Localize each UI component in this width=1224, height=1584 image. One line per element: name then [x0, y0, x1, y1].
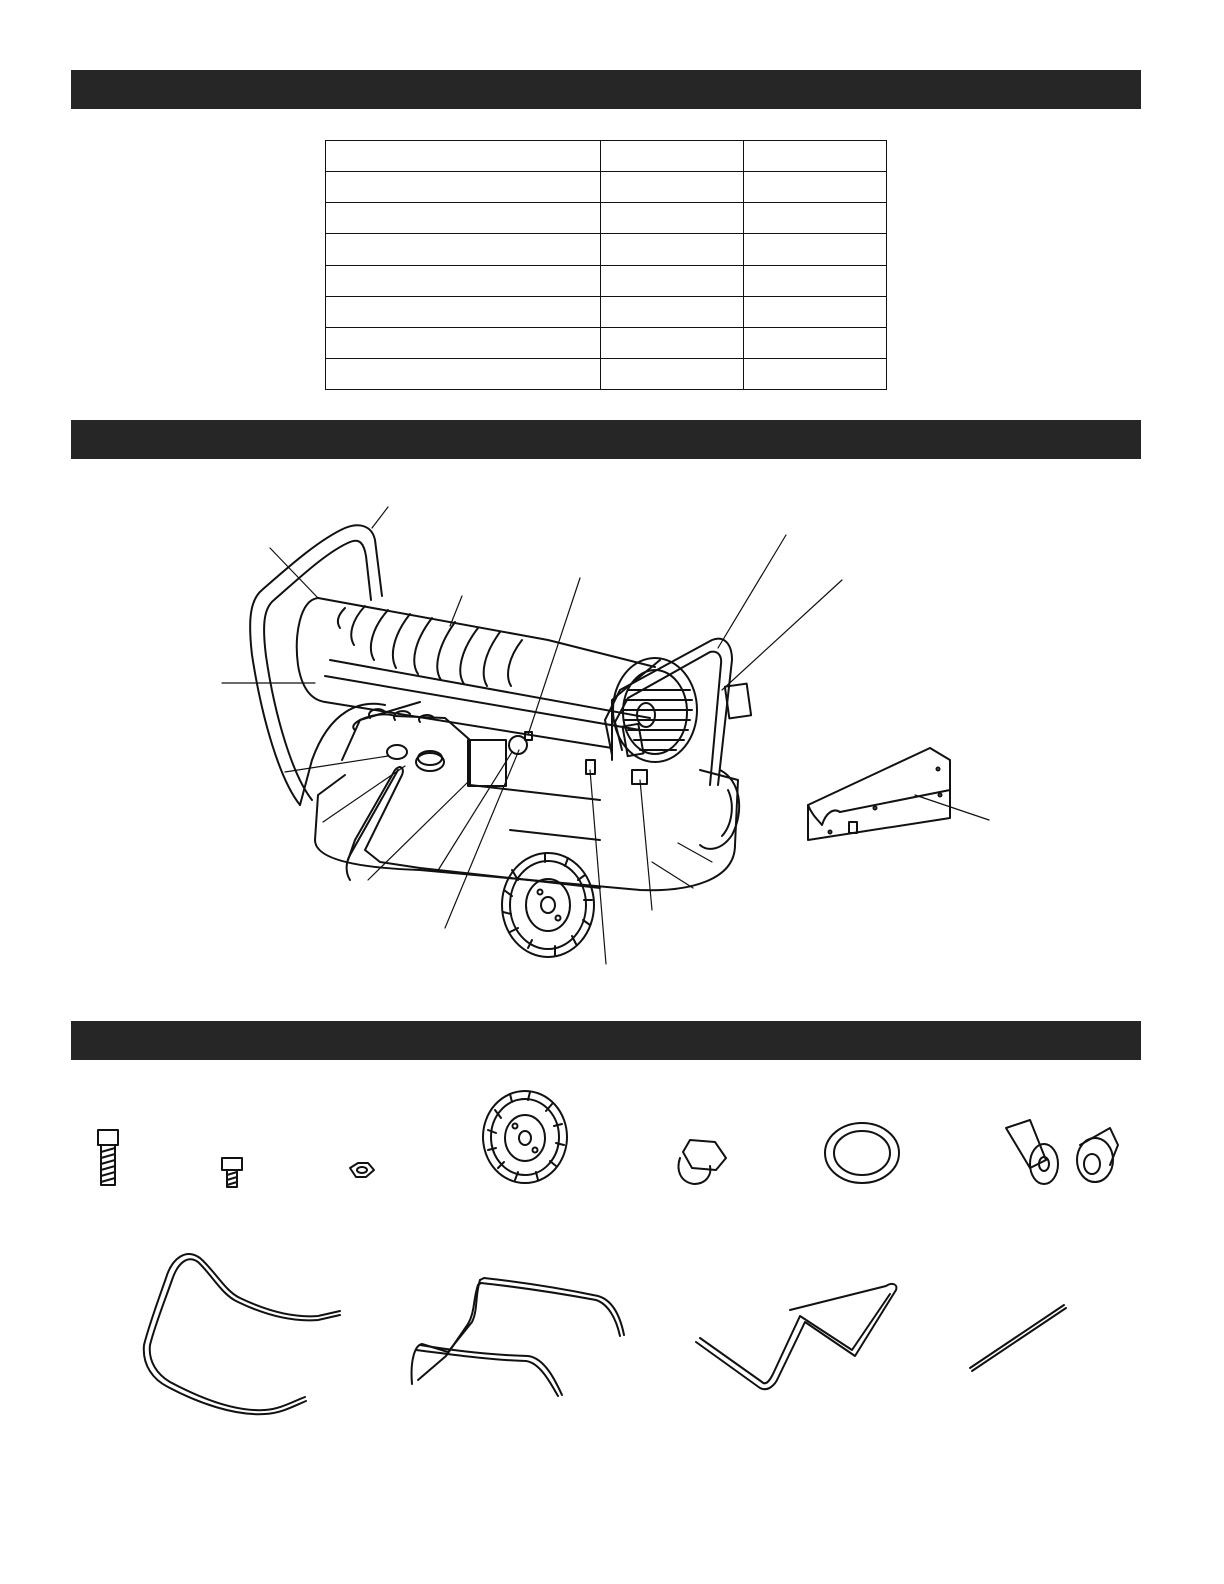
- front-frame-icon: [412, 1278, 624, 1396]
- axle-icon: [970, 1305, 1066, 1371]
- bushing-icon: [825, 1123, 899, 1183]
- nut-icon: [350, 1163, 374, 1177]
- wheel-icon: [483, 1091, 567, 1183]
- nozzle-icon: [1006, 1120, 1118, 1184]
- screw-icon: [222, 1158, 242, 1187]
- handle-icon: [144, 1254, 340, 1414]
- bolt-icon: [98, 1130, 118, 1185]
- rear-frame-icon: [696, 1284, 896, 1389]
- cap-icon: [679, 1140, 726, 1184]
